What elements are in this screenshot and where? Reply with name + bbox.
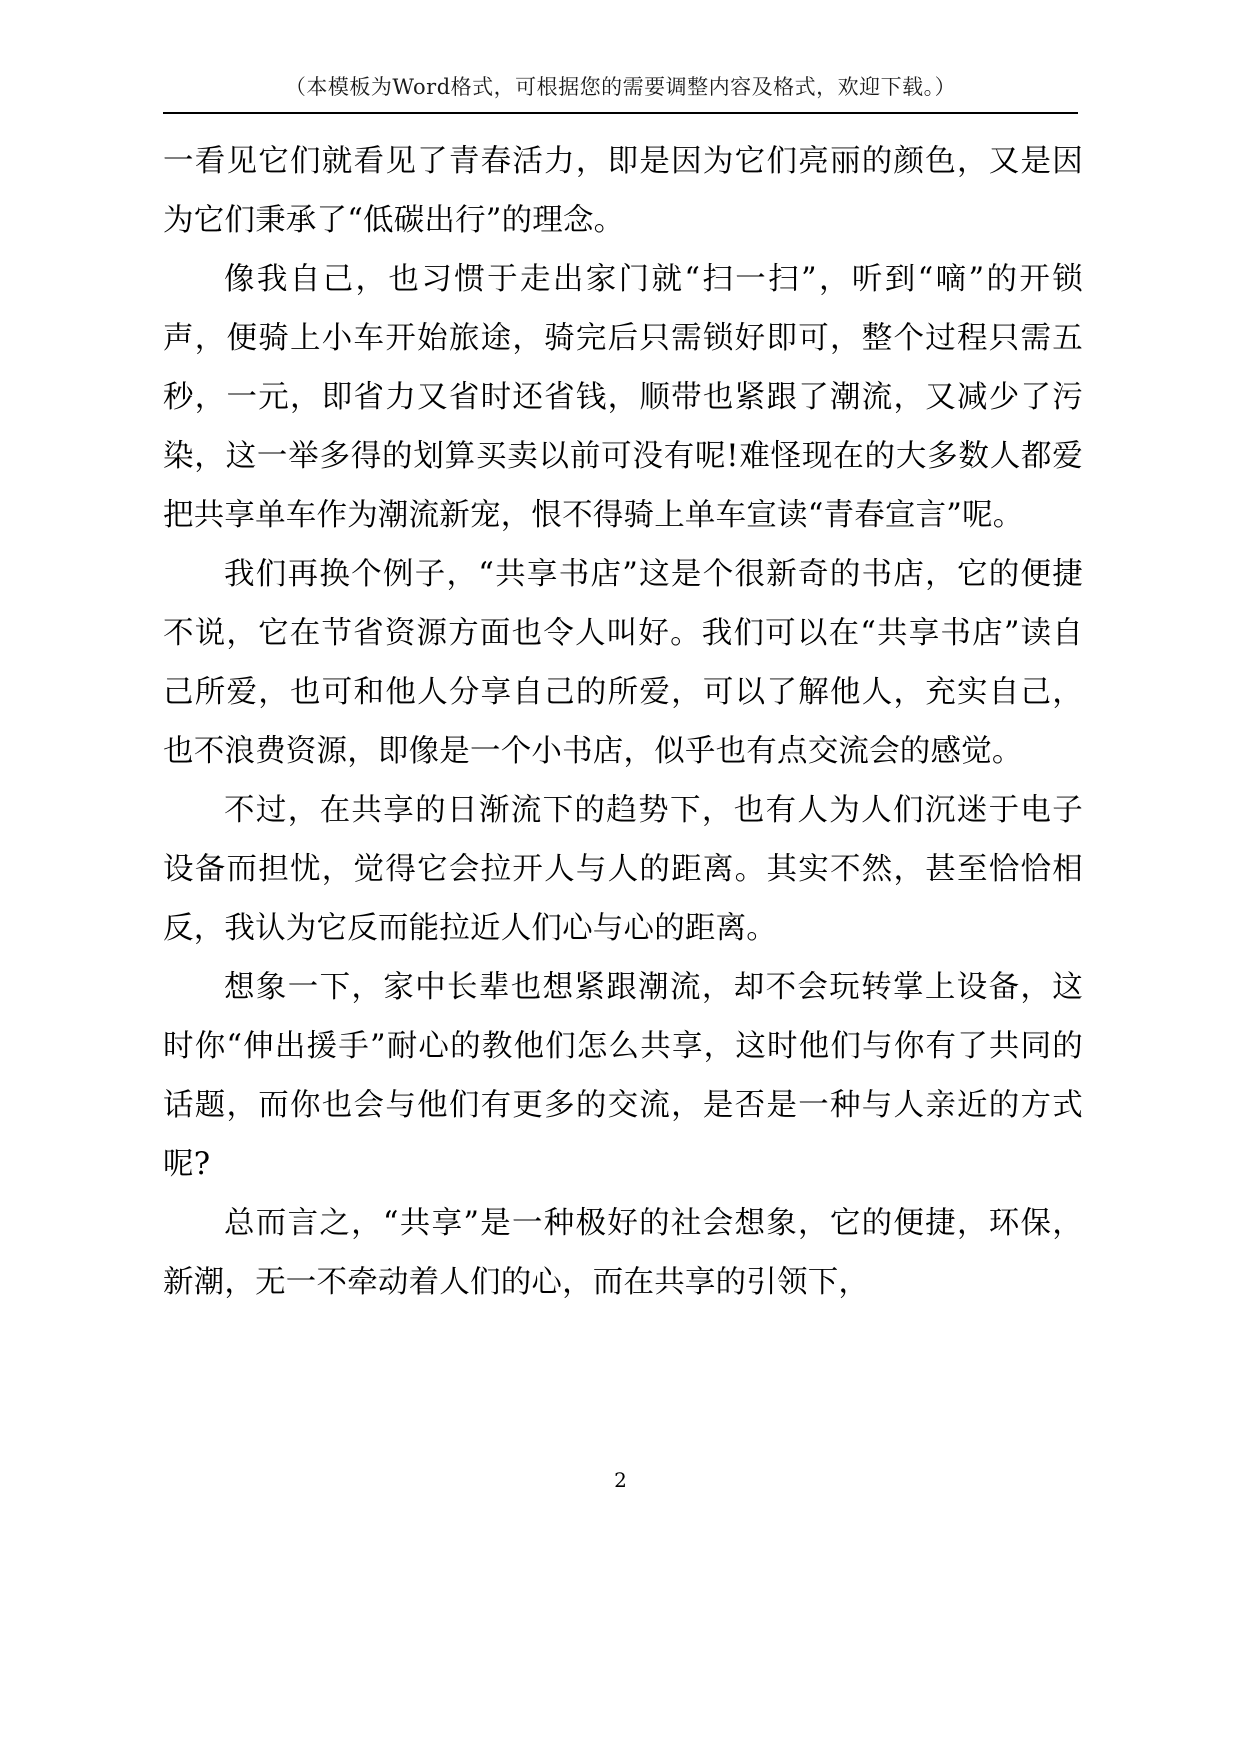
template-note: （本模板为Word格式，可根据您的需要调整内容及格式，欢迎下载。）	[284, 75, 957, 99]
paragraph: 像我自己，也习惯于走出家门就“扫一扫”，听到“嘀”的开锁声，便骑上小车开始旅途，骑完后只需锁好即可，整个过程只需五秒，一元，即省力又省时还省钱，顺带也紧跟了潮流，又减少了污染，这一举多得的划算买卖以前可没有呢!难怪现在的大多数人都爱把共享单车作为潮流新宠，恨不得骑上单车宣读“青春宣言”呢。	[163, 262, 1083, 533]
paragraph: 总而言之，“共享”是一种极好的社会想象，它的便捷，环保，新潮，无一不牵动着人们的心，而在共享的引领下，	[163, 1206, 1083, 1300]
paragraph: 一看见它们就看见了青春活力，即是因为它们亮丽的颜色，又是因为它们秉承了“低碳出行”的理念。	[163, 144, 1083, 238]
document-body	[163, 132, 1083, 1312]
paragraph: 我们再换个例子，“共享书店”这是个很新奇的书店，它的便捷不说，它在节省资源方面也令人叫好。我们可以在“共享书店”读自己所爱，也可和他人分享自己的所爱，可以了解他人，充实自己，也不浪费资源，即像是一个小书店，似乎也有点交流会的感觉。	[163, 557, 1083, 769]
page-header	[163, 72, 1078, 114]
paragraph: 不过，在共享的日渐流下的趋势下，也有人为人们沉迷于电子设备而担忧，觉得它会拉开人与人的距离。其实不然，甚至恰恰相反，我认为它反而能拉近人们心与心的距离。	[163, 793, 1083, 946]
page-number: 2	[614, 1468, 627, 1492]
paragraph: 想象一下，家中长辈也想紧跟潮流，却不会玩转掌上设备，这时你“伸出援手”耐心的教他们怎么共享，这时他们与你有了共同的话题，而你也会与他们有更多的交流，是否是一种与人亲近的方式呢?	[163, 970, 1083, 1182]
header-divider	[163, 112, 1078, 114]
